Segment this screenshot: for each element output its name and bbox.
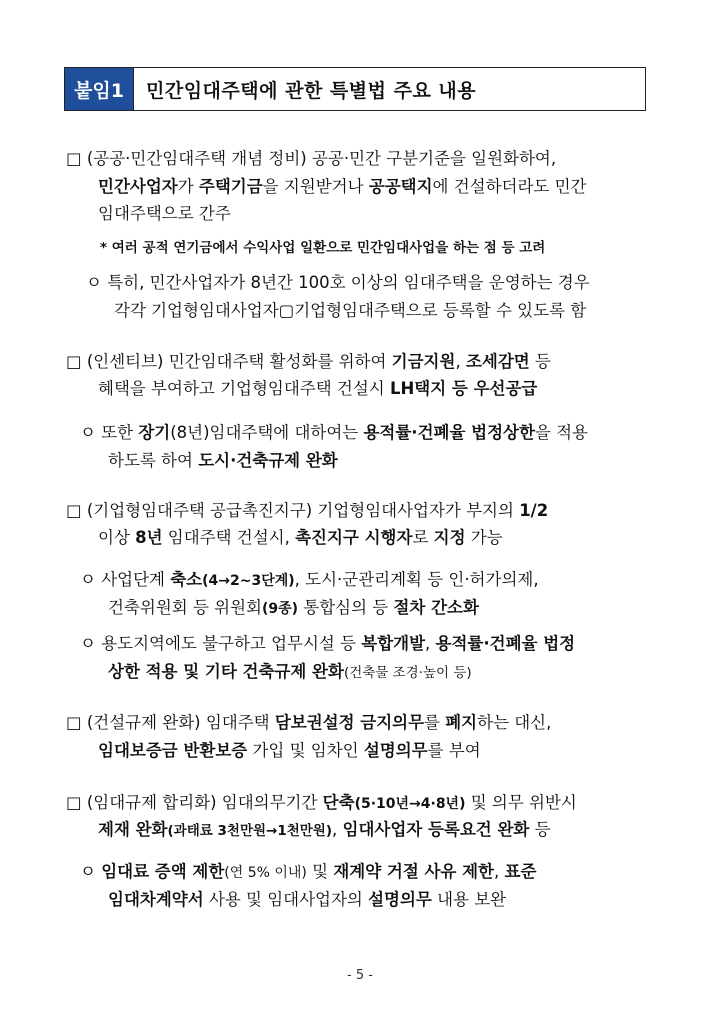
s2-sub1-line2: 하도록 하여 도시·건축규제 완화 — [108, 451, 338, 470]
s4-line1: □ (건설규제 완화) 임대주택 담보권설정 금지의무를 폐지하는 대신, — [66, 713, 552, 732]
s4-line2: 임대보증금 반환보증 가입 및 임차인 설명의무를 부여 — [98, 741, 481, 760]
s5-sub1-line2: 임대차계약서 사용 및 임대사업자의 설명의무 내용 보완 — [108, 890, 507, 909]
s5-line1: □ (임대규제 합리화) 임대의무기간 단축(5·10년→4·8년) 및 의무 위반시 — [66, 793, 577, 812]
square-bullet-icon: □ — [66, 501, 82, 520]
attachment-tag: 붙임1 — [65, 68, 134, 110]
s2-sub1-line1: ㅇ 또한 장기(8년)임대주택에 대하여는 용적률·건폐율 법정상한을 적용 — [80, 423, 588, 442]
s1-line2: 민간사업자가 주택기금을 지원받거나 공공택지에 건설하더라도 민간 — [98, 177, 587, 196]
s3-sub1-line2: 건축위원회 등 위원회(9종) 통합심의 등 절차 간소화 — [108, 598, 479, 617]
title-box — [64, 67, 646, 111]
square-bullet-icon: □ — [66, 149, 82, 168]
square-bullet-icon: □ — [66, 352, 82, 371]
square-bullet-icon: □ — [66, 793, 82, 812]
s3-sub2-line1: ㅇ 용도지역에도 불구하고 업무시설 등 복합개발, 용적률·건폐율 법정 — [80, 634, 576, 653]
circle-bullet-icon: ㅇ — [80, 423, 96, 442]
document-title: 민간임대주택에 관한 특별법 주요 내용 — [146, 79, 477, 102]
s5-line2: 제재 완화(과태료 3천만원→1천만원), 임대사업자 등록요건 완화 등 — [98, 820, 551, 839]
s3-line2: 이상 8년 임대주택 건설시, 촉진지구 시행자로 지정 가능 — [98, 528, 503, 547]
s1-line3: 임대주택으로 간주 — [98, 204, 231, 223]
circle-bullet-icon: ㅇ — [86, 273, 102, 292]
s3-sub2-line2: 상한 적용 및 기타 건축규제 완화(건축물 조경·높이 등) — [108, 662, 472, 681]
s1-sub1-line2: 각각 기업형임대사업자▢기업형임대주택으로 등록할 수 있도록 함 — [114, 301, 587, 320]
circle-bullet-icon: ㅇ — [80, 634, 96, 653]
s1-note: * 여러 공적 연기금에서 수익사업 일환으로 민간임대사업을 하는 점 등 고려 — [100, 240, 546, 256]
circle-bullet-icon: ㅇ — [80, 862, 96, 881]
s2-line2: 혜택을 부여하고 기업형임대주택 건설시 LH택지 등 우선공급 — [98, 379, 538, 398]
circle-bullet-icon: ㅇ — [80, 570, 96, 589]
s5-sub1-line1: ㅇ 임대료 증액 제한(연 5% 이내) 및 재계약 거절 사유 제한, 표준 — [80, 862, 537, 881]
s1-line1: □ (공공·민간임대주택 개념 정비) 공공·민간 구분기준을 일원화하여, — [66, 149, 557, 168]
s3-line1: □ (기업형임대주택 공급촉진지구) 기업형임대사업자가 부지의 1/2 — [66, 501, 549, 520]
s1-sub1-line1: ㅇ 특히, 민간사업자가 8년간 100호 이상의 임대주택을 운영하는 경우 — [86, 273, 590, 292]
page-number: - 5 - — [347, 968, 373, 983]
s3-sub1-line1: ㅇ 사업단계 축소(4→2~3단계), 도시·군관리계획 등 인·허가의제, — [80, 570, 539, 589]
square-bullet-icon: □ — [66, 713, 82, 732]
s2-line1: □ (인센티브) 민간임대주택 활성화를 위하여 기금지원, 조세감면 등 — [66, 352, 551, 371]
